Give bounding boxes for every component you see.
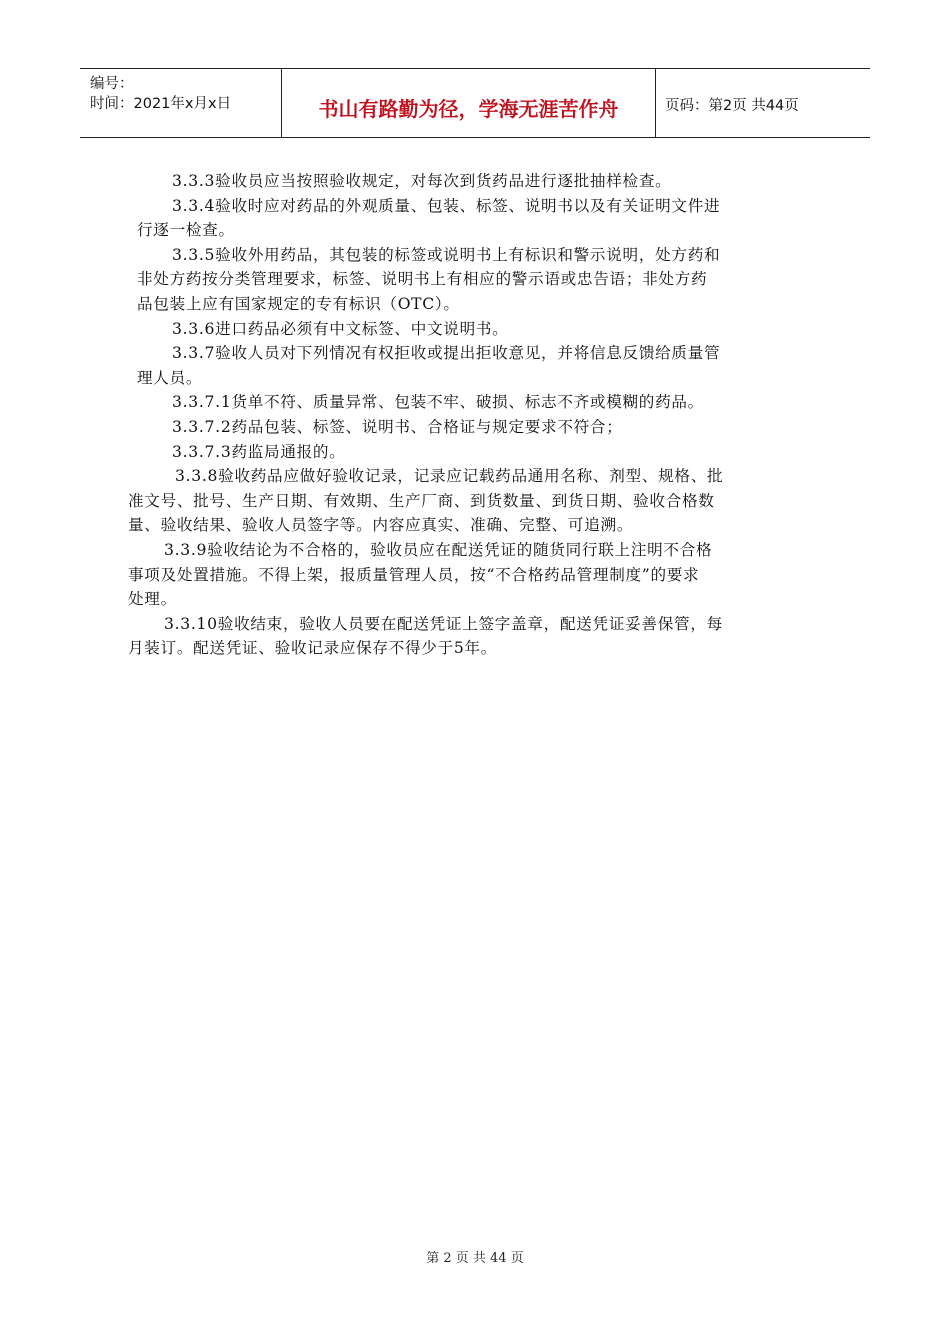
header-motto-cell	[281, 69, 656, 137]
body-text-line: 3.3.6进口药品必须有中文标签、中文说明书。	[172, 319, 509, 338]
body-text-line: 3.3.3验收员应当按照验收规定，对每次到货药品进行逐批抽样检查。	[172, 172, 672, 190]
body-text-line: 品包装上应有国家规定的专有标识（OTC）。	[137, 294, 460, 313]
body-text-line: 3.3.5验收外用药品，其包装的标签或说明书上有标识和警示说明，处方药和	[172, 245, 721, 264]
header-page-number: 页码：第2页 共44页	[665, 98, 799, 114]
body-text-line: 处理。	[128, 590, 177, 609]
body-text-line: 准文号、批号、生产日期、有效期、生产厂商、到货数量、到货日期、验收合格数	[128, 491, 715, 510]
document-number-label: 编号：	[90, 76, 134, 92]
body-text-line: 3.3.10验收结束，验收人员要在配送凭证上签字盖章，配送凭证妥善保管，每	[164, 614, 723, 633]
body-text-line: 非处方药按分类管理要求，标签、说明书上有相应的警示语或忠告语；非处方药	[137, 270, 708, 289]
body-text-line: 3.3.7.1货单不符、质量异常、包装不牢、破损、标志不齐或模糊的药品。	[172, 393, 704, 412]
body-text-line: 3.3.7验收人员对下列情况有权拒收或提出拒收意见，并将信息反馈给质量管	[172, 344, 721, 363]
body-text-line: 行逐一检查。	[137, 221, 235, 240]
body-text-line: 3.3.9验收结论为不合格的，验收员应在配送凭证的随货同行联上注明不合格	[164, 540, 713, 559]
header-motto: 书山有路勤为径，学海无涯苦作舟	[318, 97, 619, 121]
body-text-line: 3.3.7.3药监局通报的。	[172, 442, 346, 461]
header-page-cell	[655, 69, 870, 137]
body-text-line: 量、验收结果、验收人员签字等。内容应真实、准确、完整、可追溯。	[128, 516, 634, 535]
body-text-line: 月装订。配送凭证、验收记录应保存不得少于5年。	[128, 639, 498, 658]
body-text-line: 3.3.7.2药品包装、标签、说明书、合格证与规定要求不符合；	[172, 417, 623, 436]
body-text-line: 事项及处置措施。不得上架，报质量管理人员，按“不合格药品管理制度”的要求	[128, 565, 700, 584]
body-text-line: 3.3.8验收药品应做好验收记录，记录应记载药品通用名称、剂型、规格、批	[175, 467, 724, 486]
body-text-line: 理人员。	[137, 368, 203, 387]
footer-page-number: 第 2 页 共 44 页	[426, 1251, 524, 1266]
document-time-label: 时间：2021年x月x日	[90, 96, 232, 112]
document-body	[128, 169, 827, 661]
page-footer	[0, 1247, 950, 1266]
header-meta	[80, 69, 281, 137]
page-header	[80, 68, 870, 138]
body-text-line: 3.3.4验收时应对药品的外观质量、包装、标签、说明书以及有关证明文件进	[172, 196, 721, 215]
